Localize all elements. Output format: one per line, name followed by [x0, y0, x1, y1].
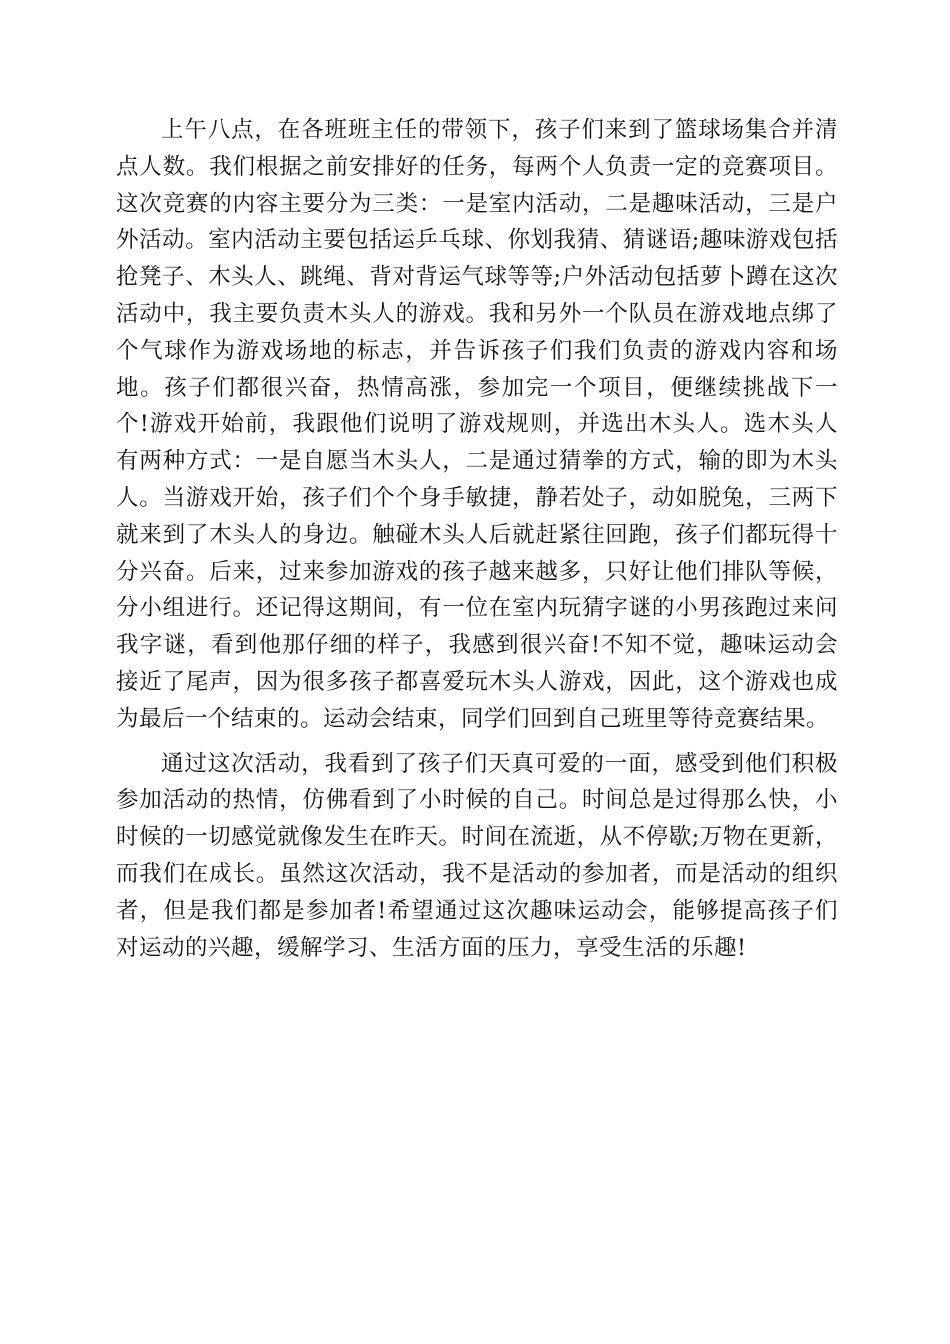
- paragraph-2: 通过这次活动，我看到了孩子们天真可爱的一面，感受到他们积极参加活动的热情，仿佛看到了小时候的自己。时间总是过得那么快，小时候的一切感觉就像发生在昨天。时间在流逝，从不停歇;万物在更新，而我们在成长。虽然这次活动，我不是活动的参加者，而是活动的组织者，但是我们都是参加者!希望通过这次趣味运动会，能够提高孩子们对运动的兴趣，缓解学习、生活方面的压力，享受生活的乐趣!: [116, 750, 838, 961]
- document-body: [116, 112, 838, 966]
- paragraph-1: 上午八点，在各班班主任的带领下，孩子们来到了篮球场集合并清点人数。我们根据之前安排好的任务，每两个人负责一定的竞赛项目。这次竞赛的内容主要分为三类：一是室内活动，二是趣味活动，三是户外活动。室内活动主要包括运乒乓球、你划我猜、猜谜语;趣味游戏包括抢凳子、木头人、跳绳、背对背运气球等等;户外活动包括萝卜蹲在这次活动中，我主要负责木头人的游戏。我和另外一个队员在游戏地点绑了个气球作为游戏场地的标志，并告诉孩子们我们负责的游戏内容和场地。孩子们都很兴奋，热情高涨，参加完一个项目，便继续挑战下一个!游戏开始前，我跟他们说明了游戏规则，并选出木头人。选木头人有两种方式：一是自愿当木头人，二是通过猜拳的方式，输的即为木头人。当游戏开始，孩子们个个身手敏捷，静若处子，动如脱兔，三两下就来到了木头人的身边。触碰木头人后就赶紧往回跑，孩子们都玩得十分兴奋。后来，过来参加游戏的孩子越来越多，只好让他们排队等候，分小组进行。还记得这期间，有一位在室内玩猜字谜的小男孩跑过来问我字谜，看到他那仔细的样子，我感到很兴奋!不知不觉，趣味运动会接近了尾声，因为很多孩子都喜爱玩木头人游戏，因此，这个游戏也成为最后一个结束的。运动会结束，同学们回到自己班里等待竞赛结果。: [116, 117, 838, 732]
